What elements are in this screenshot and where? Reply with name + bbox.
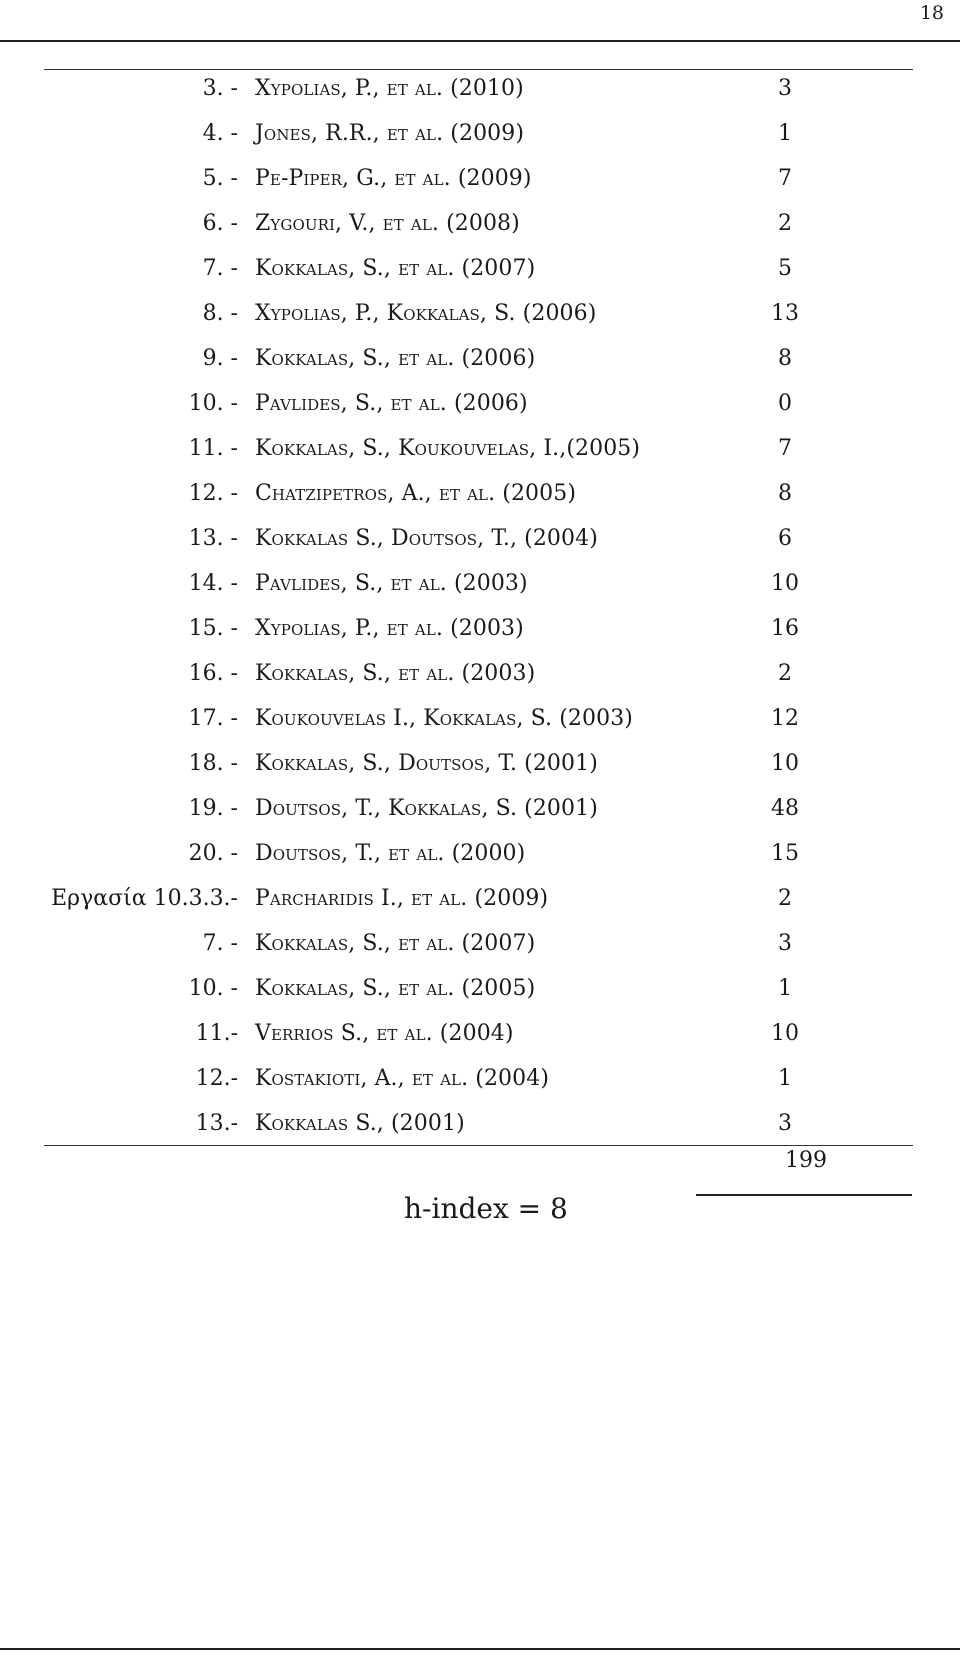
table-row xyxy=(0,246,960,291)
table-row xyxy=(0,201,960,246)
table-row xyxy=(0,291,960,336)
row-citations: 15 xyxy=(771,841,799,866)
row-number: 12. - xyxy=(188,481,238,506)
row-reference: Kokkalas, S., et al. (2003) xyxy=(255,661,536,686)
row-citations: 10 xyxy=(771,1021,799,1046)
row-citations: 5 xyxy=(778,256,792,281)
table-row xyxy=(0,1056,960,1101)
row-number: Εργασία 10.3.3.- xyxy=(51,886,238,911)
row-citations: 10 xyxy=(771,571,799,596)
table-bottom-divider xyxy=(44,1145,913,1146)
row-number: 10. - xyxy=(188,976,238,1001)
table-row xyxy=(0,561,960,606)
row-number: 6. - xyxy=(202,211,238,236)
row-reference: Kostakioti, A., et al. (2004) xyxy=(255,1066,550,1091)
row-reference: Xypolias, P., et al. (2010) xyxy=(255,76,524,101)
row-reference: Jones, R.R., et al. (2009) xyxy=(255,121,525,146)
row-number: 16. - xyxy=(188,661,238,686)
row-number: 7. - xyxy=(202,931,238,956)
row-citations: 6 xyxy=(778,526,792,551)
row-number: 12.- xyxy=(195,1066,238,1091)
table-row xyxy=(0,1011,960,1056)
table-row xyxy=(0,606,960,651)
row-number: 4. - xyxy=(202,121,238,146)
row-reference: Kokkalas S., (2001) xyxy=(255,1111,465,1136)
row-citations: 7 xyxy=(778,436,792,461)
row-number: 13.- xyxy=(195,1111,238,1136)
row-reference: Xypolias, P., et al. (2003) xyxy=(255,616,524,641)
row-citations: 8 xyxy=(778,481,792,506)
row-citations: 10 xyxy=(771,751,799,776)
table-row xyxy=(0,831,960,876)
row-number: 17. - xyxy=(188,706,238,731)
citation-table xyxy=(0,66,960,1146)
row-reference: Kokkalas S., Doutsos, T., (2004) xyxy=(255,526,598,551)
row-reference: Xypolias, P., Kokkalas, S. (2006) xyxy=(255,301,597,326)
row-citations: 8 xyxy=(778,346,792,371)
row-reference: Pavlides, S., et al. (2006) xyxy=(255,391,528,416)
row-reference: Kokkalas, S., Doutsos, T. (2001) xyxy=(255,751,598,776)
table-row xyxy=(0,516,960,561)
row-citations: 7 xyxy=(778,166,792,191)
row-number: 14. - xyxy=(188,571,238,596)
row-citations: 1 xyxy=(778,976,792,1001)
table-row xyxy=(0,381,960,426)
row-citations: 2 xyxy=(778,886,792,911)
row-reference: Kokkalas, S., et al. (2007) xyxy=(255,931,536,956)
row-number: 20. - xyxy=(188,841,238,866)
row-reference: Doutsos, T., Kokkalas, S. (2001) xyxy=(255,796,598,821)
row-number: 7. - xyxy=(202,256,238,281)
table-row xyxy=(0,1101,960,1146)
row-reference: Verrios S., et al. (2004) xyxy=(255,1021,514,1046)
row-reference: Koukouvelas I., Kokkalas, S. (2003) xyxy=(255,706,633,731)
row-number: 8. - xyxy=(202,301,238,326)
row-citations: 13 xyxy=(771,301,799,326)
row-citations: 1 xyxy=(778,1066,792,1091)
row-citations: 1 xyxy=(778,121,792,146)
row-reference: Kokkalas, S., et al. (2005) xyxy=(255,976,536,1001)
row-reference: Doutsos, T., et al. (2000) xyxy=(255,841,526,866)
row-number: 3. - xyxy=(202,76,238,101)
row-reference: Pavlides, S., et al. (2003) xyxy=(255,571,528,596)
table-row xyxy=(0,66,960,111)
row-number: 19. - xyxy=(188,796,238,821)
table-row xyxy=(0,426,960,471)
row-citations: 16 xyxy=(771,616,799,641)
table-row xyxy=(0,921,960,966)
citation-total: 199 xyxy=(785,1148,827,1173)
row-number: 11.- xyxy=(195,1021,238,1046)
row-reference: Kokkalas, S., et al. (2006) xyxy=(255,346,536,371)
table-row xyxy=(0,966,960,1011)
row-number: 9. - xyxy=(202,346,238,371)
total-underline xyxy=(696,1194,912,1196)
table-row xyxy=(0,336,960,381)
footer-divider xyxy=(0,1648,960,1650)
row-number: 5. - xyxy=(202,166,238,191)
table-row xyxy=(0,876,960,921)
row-citations: 0 xyxy=(778,391,792,416)
row-reference: Pe-Piper, G., et al. (2009) xyxy=(255,166,532,191)
table-row xyxy=(0,111,960,156)
row-number: 13. - xyxy=(188,526,238,551)
row-number: 15. - xyxy=(188,616,238,641)
row-citations: 3 xyxy=(778,76,792,101)
row-reference: Kokkalas, S., et al. (2007) xyxy=(255,256,536,281)
row-citations: 3 xyxy=(778,1111,792,1136)
row-number: 18. - xyxy=(188,751,238,776)
table-row xyxy=(0,696,960,741)
row-citations: 12 xyxy=(771,706,799,731)
row-reference: Kokkalas, S., Koukouvelas, I.,(2005) xyxy=(255,436,641,461)
row-citations: 2 xyxy=(778,661,792,686)
table-row xyxy=(0,741,960,786)
row-citations: 3 xyxy=(778,931,792,956)
row-reference: Zygouri, V., et al. (2008) xyxy=(255,211,520,236)
page-number: 18 xyxy=(919,2,944,24)
row-number: 10. - xyxy=(188,391,238,416)
h-index-label: h-index = 8 xyxy=(404,1192,568,1225)
table-row xyxy=(0,156,960,201)
row-number: 11. - xyxy=(188,436,238,461)
table-row xyxy=(0,651,960,696)
row-citations: 2 xyxy=(778,211,792,236)
row-reference: Parcharidis I., et al. (2009) xyxy=(255,886,549,911)
header-divider xyxy=(0,40,960,42)
table-row xyxy=(0,786,960,831)
row-citations: 48 xyxy=(771,796,799,821)
row-reference: Chatzipetros, A., et al. (2005) xyxy=(255,481,577,506)
table-row xyxy=(0,471,960,516)
